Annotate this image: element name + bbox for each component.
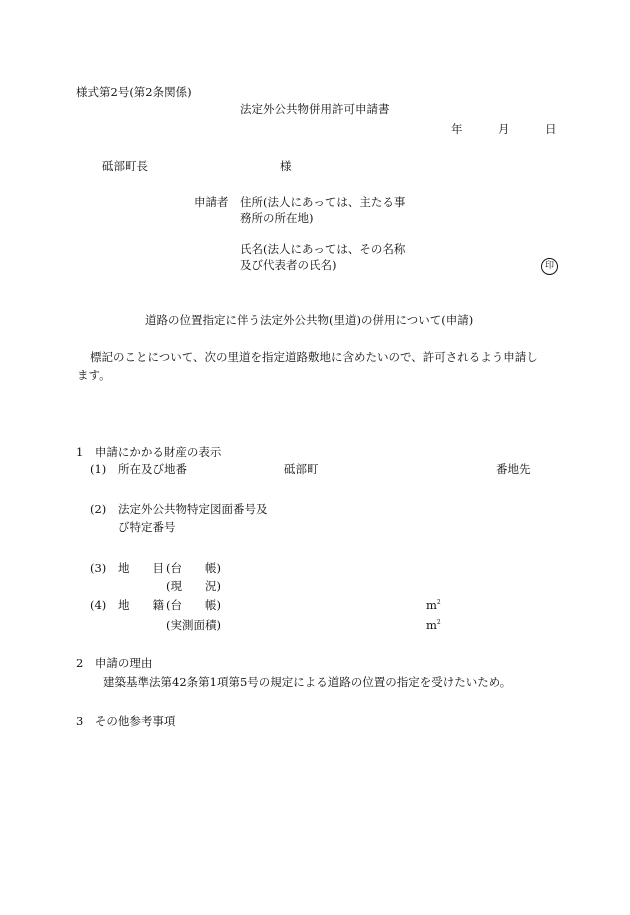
item-3-label: 地 目 (118, 561, 164, 575)
date-day: 日 (545, 122, 557, 136)
item-2-label-1: 法定外公共物特定図面番号及 (118, 502, 268, 516)
section-3-heading: 3 その他参考事項 (76, 714, 176, 728)
section-2-text: 建築基準法第42条第1項第5号の規定による道路の位置の指定を受けたいため。 (103, 675, 512, 689)
applicant-name-label-1: 氏名(法人にあっては、その名称 (240, 242, 406, 256)
item-3-number: (3) (90, 561, 107, 575)
applicant-name-label-2: 及び代表者の氏名) (240, 258, 337, 272)
item-2-number: (2) (90, 502, 107, 516)
item-4-label: 地 籍 (118, 598, 164, 612)
unit-sup: 2 (436, 619, 441, 626)
item-4-unit-2 (426, 620, 441, 632)
item-3-sub-2: (現 況) (166, 579, 221, 593)
item-1-town: 砥部町 (284, 462, 319, 476)
item-4-sub-1: (台 帳) (166, 598, 221, 612)
item-1-label: 所在及び地番 (118, 462, 187, 476)
addressee-honorific: 様 (280, 159, 292, 173)
item-4-number: (4) (90, 598, 107, 612)
applicant-address-label-1: 住所(法人にあっては、主たる事 (240, 195, 406, 209)
unit-m: m (426, 618, 437, 632)
body-line-1: 標記のことについて、次の里道を指定道路敷地に含めたいので、許可されるよう申請し (90, 350, 538, 364)
section-2-heading: 2 申請の理由 (76, 656, 153, 670)
item-1-suffix: 番地先 (496, 462, 531, 476)
body-line-2: ます。 (77, 368, 111, 382)
form-number: 様式第2号(第2条関係) (76, 85, 192, 99)
item-1-number: (1) (90, 462, 107, 476)
date-month: 月 (498, 122, 510, 136)
item-4-unit-1 (426, 600, 441, 612)
item-3-sub-1: (台 帳) (166, 561, 221, 575)
item-4-sub-2: (実測面積) (166, 618, 221, 632)
unit-m: m (426, 598, 437, 612)
seal-mark: 印 (541, 258, 558, 275)
applicant-label: 申請者 (194, 195, 229, 209)
applicant-address-label-2: 務所の所在地) (240, 211, 314, 225)
document-title: 法定外公共物併用許可申請書 (240, 102, 390, 116)
subject-line: 道路の位置指定に伴う法定外公共物(里道)の併用について(申請) (145, 313, 474, 327)
date-year: 年 (451, 122, 463, 136)
section-1-heading: 1 申請にかかる財産の表示 (76, 445, 222, 459)
item-2-label-2: び特定番号 (118, 520, 176, 534)
unit-sup: 2 (436, 599, 441, 606)
addressee-name: 砥部町長 (102, 159, 148, 173)
